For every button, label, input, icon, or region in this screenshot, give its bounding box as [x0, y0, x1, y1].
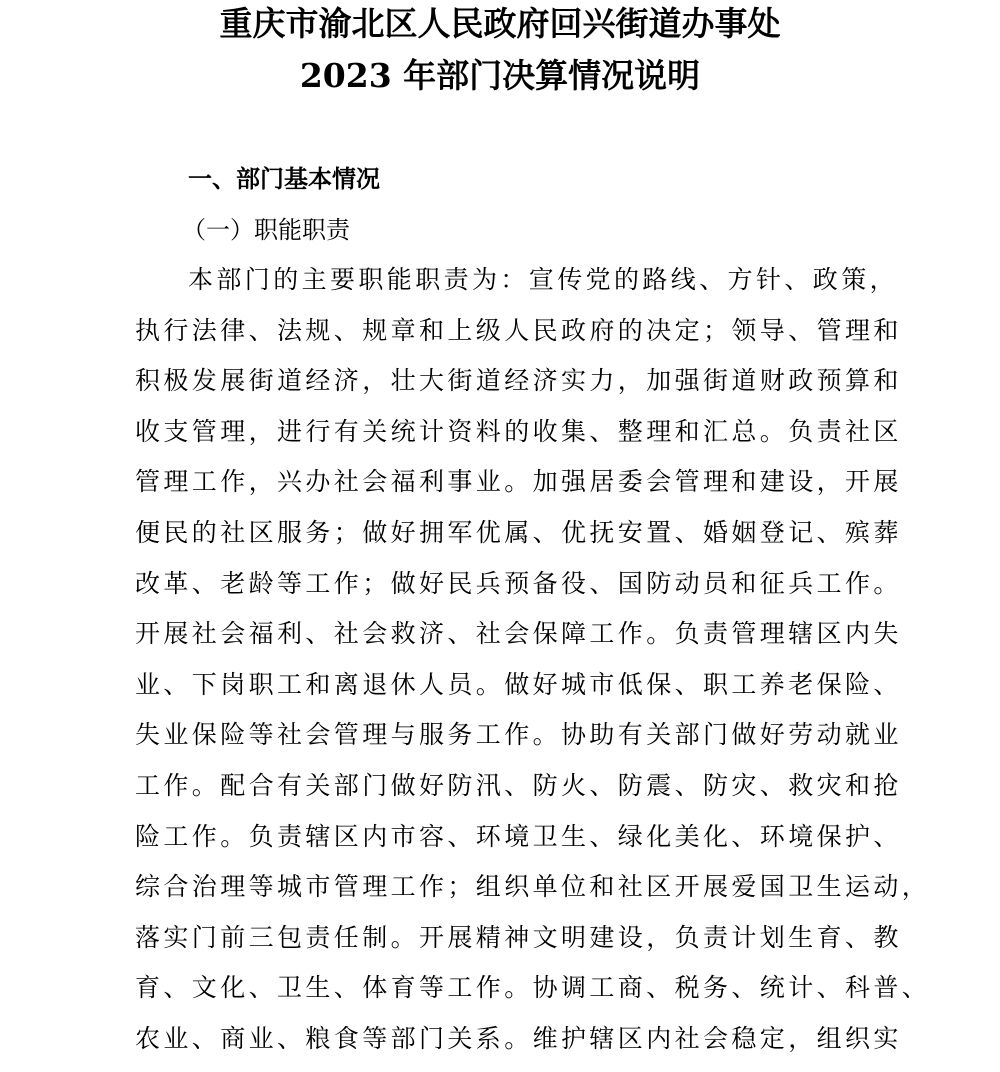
paragraph-line: 业、下岗职工和离退休人员。做好城市低保、职工养老保险、 — [135, 669, 902, 699]
paragraph-line: 收支管理，进行有关统计资料的收集、整理和汇总。负责社区 — [135, 416, 902, 446]
paragraph-body — [135, 262, 931, 1072]
section-heading: 一、部门基本情况 — [188, 165, 380, 193]
paragraph-line: 开展社会福利、社会救济、社会保障工作。负责管理辖区内失 — [135, 619, 902, 649]
paragraph-line: 落实门前三包责任制。开展精神文明建设，负责计划生育、教 — [135, 922, 902, 952]
paragraph-line: 农业、商业、粮食等部门关系。维护辖区内社会稳定，组织实 — [135, 1023, 902, 1053]
paragraph-line: 管理工作，兴办社会福利事业。加强居委会管理和建设，开展 — [135, 467, 902, 497]
paragraph-line: 综合治理等城市管理工作；组织单位和社区开展爱国卫生运动， — [135, 872, 931, 902]
paragraph-line: 积极发展街道经济，壮大街道经济实力，加强街道财政预算和 — [135, 366, 902, 396]
paragraph-line: 执行法律、法规、规章和上级人民政府的决定；领导、管理和 — [135, 315, 902, 345]
paragraph-line: 失业保险等社会管理与服务工作。协助有关部门做好劳动就业 — [135, 720, 902, 750]
paragraph-line: 险工作。负责辖区内市容、环境卫生、绿化美化、环境保护、 — [135, 821, 902, 851]
paragraph-line: 便民的社区服务；做好拥军优属、优抚安置、婚姻登记、殡葬 — [135, 517, 902, 547]
paragraph-line: 工作。配合有关部门做好防汛、防火、防震、防灾、救灾和抢 — [135, 770, 902, 800]
subsection-heading: （一）职能职责 — [182, 216, 350, 244]
document-title-line-2: 2023 年部门决算情况说明 — [299, 56, 701, 95]
paragraph-line: 本部门的主要职能职责为：宣传党的路线、方针、政策， — [188, 265, 899, 294]
paragraph-line: 育、文化、卫生、体育等工作。协调工商、税务、统计、科普、 — [135, 973, 931, 1003]
document-title-line-1: 重庆市渝北区人民政府回兴街道办事处 — [219, 4, 781, 43]
paragraph-line: 改革、老龄等工作；做好民兵预备役、国防动员和征兵工作。 — [135, 568, 902, 598]
